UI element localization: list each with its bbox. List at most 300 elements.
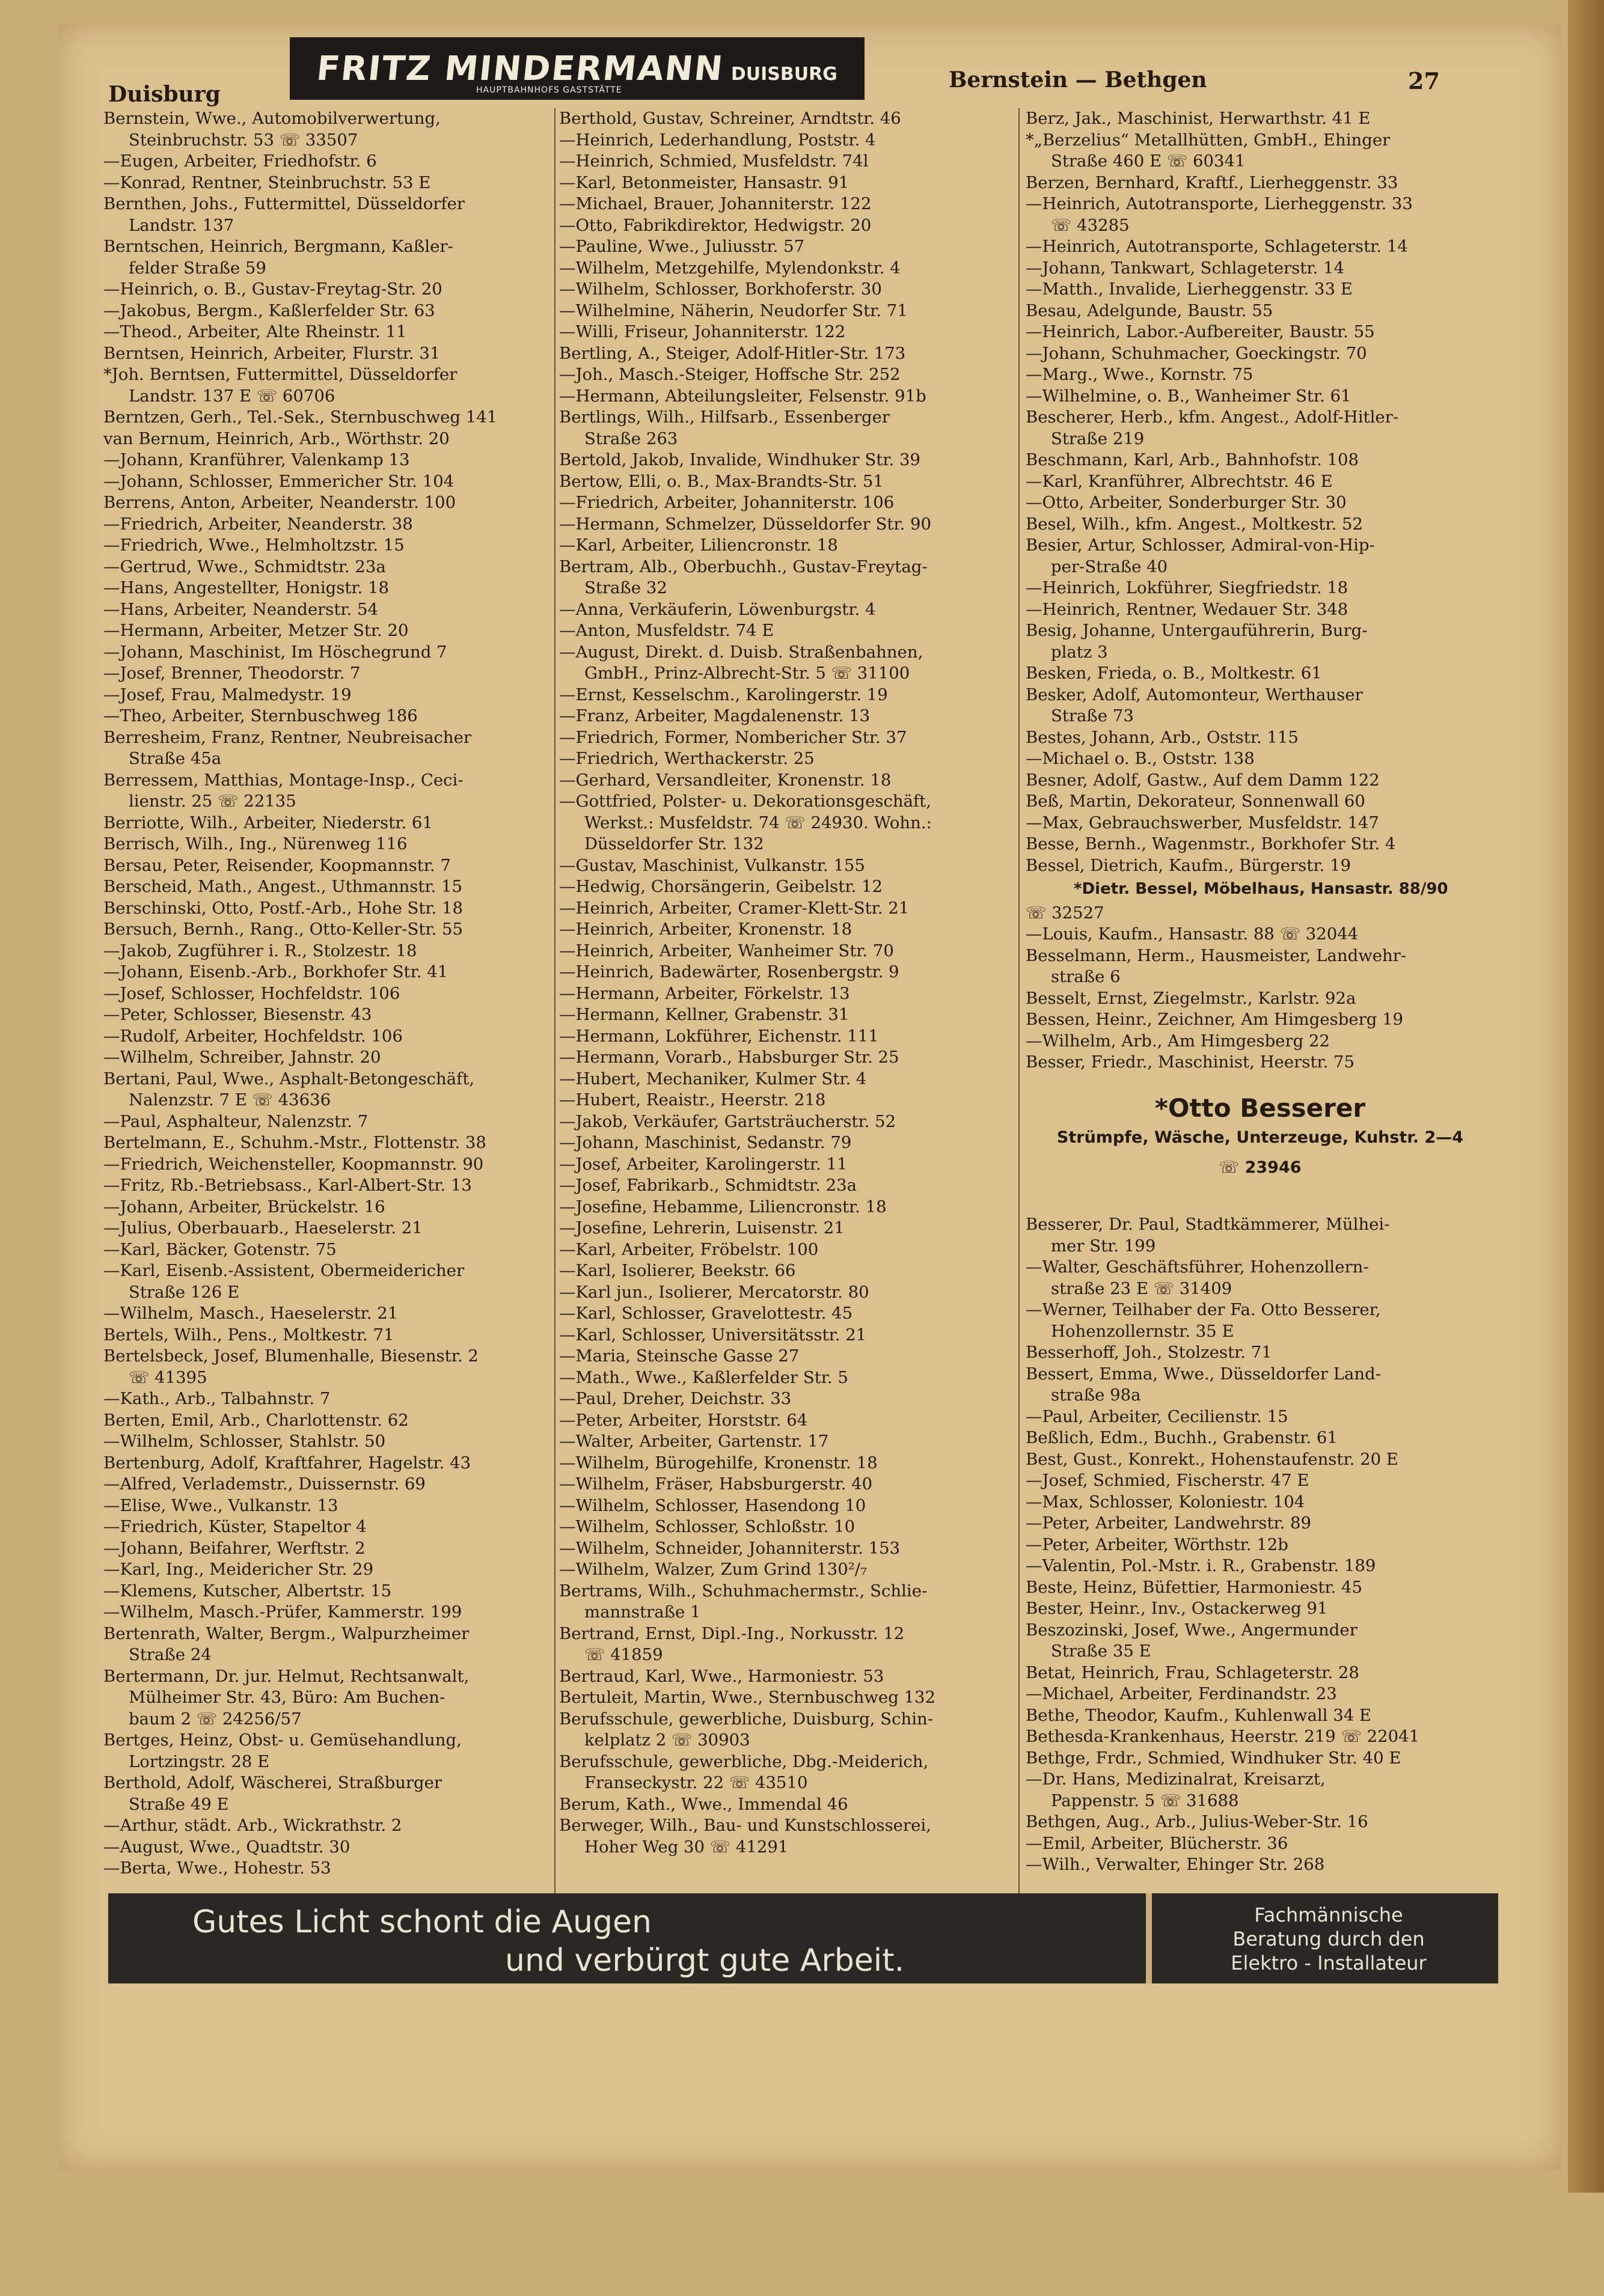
- column-rule: [1018, 108, 1020, 1911]
- entry-line: —Peter, Arbeiter, Landwehrstr. 89: [1026, 1513, 1311, 1533]
- directory-entry: [103, 1303, 553, 1325]
- directory-entry: [1026, 663, 1495, 685]
- entry-line: —Heinrich, Arbeiter, Wanheimer Str. 70: [559, 941, 894, 960]
- directory-entry: [559, 1431, 1016, 1453]
- entry-line: —Maria, Steinsche Gasse 27: [559, 1346, 800, 1366]
- entry-line: Besner, Adolf, Gastw., Auf dem Damm 122: [1026, 770, 1380, 790]
- directory-entry: [559, 557, 1016, 599]
- directory-entry: [103, 514, 553, 536]
- entry-line: Werkst.: Musfeldstr. 74 ☏ 24930. Wohn.:: [584, 813, 932, 832]
- entry-line: Bersuch, Bernh., Rang., Otto-Keller-Str. 55: [103, 920, 463, 939]
- directory-entry: [103, 1111, 553, 1133]
- directory-entry: [103, 471, 553, 493]
- entry-line: —Matth., Invalide, Lierheggenstr. 33 E: [1026, 279, 1353, 299]
- entry-line: Bertels, Wilh., Pens., Moltkestr. 71: [103, 1325, 394, 1345]
- directory-entry: [103, 1516, 553, 1538]
- directory-entry: [103, 279, 553, 301]
- directory-entry: [559, 1687, 1016, 1709]
- directory-entry: [1026, 1513, 1495, 1534]
- entry-line: —Julius, Oberbauarb., Haeselerstr. 21: [103, 1218, 423, 1238]
- entry-line: Bessen, Heinr., Zeichner, Am Himgesberg 19: [1026, 1010, 1404, 1029]
- entry-line: —Wilhelm, Masch., Haeselerstr. 21: [103, 1304, 399, 1323]
- entry-line: Berrisch, Wilh., Ing., Nürenweg 116: [103, 834, 408, 853]
- entry-line: Straße 24: [129, 1645, 212, 1664]
- entry-line: —Valentin, Pol.-Mstr. i. R., Grabenstr. 189: [1026, 1556, 1376, 1575]
- footer-right-line-1: Fachmännische: [1254, 1904, 1403, 1926]
- entry-line: Berufsschule, gewerbliche, Dbg.-Meiderich,: [559, 1751, 929, 1771]
- entry-line: Bester, Heinr., Inv., Ostackerweg 91: [1026, 1599, 1328, 1618]
- directory-entry: [559, 322, 1016, 343]
- entry-line: mer Str. 199: [1051, 1236, 1156, 1256]
- entry-line: —Jakob, Zugführer i. R., Stolzestr. 18: [103, 941, 417, 960]
- entry-line: —Wilhelm, Walzer, Zum Grind 130²/₇: [559, 1560, 868, 1579]
- directory-entry: [103, 407, 553, 429]
- directory-entry: [559, 258, 1016, 279]
- advert-title: *Otto Besserer: [1154, 1093, 1366, 1123]
- directory-entry: [103, 834, 553, 855]
- directory-entry: [1026, 855, 1495, 877]
- entry-line: Bertrams, Wilh., Schuhmachermstr., Schlie-: [559, 1581, 928, 1601]
- entry-line: Besser, Friedr., Maschinist, Heerstr. 75: [1026, 1052, 1355, 1072]
- directory-entry: [1026, 492, 1495, 514]
- directory-entry: [1026, 1364, 1495, 1406]
- entry-line: Bertow, Elli, o. B., Max-Brandts-Str. 51: [559, 471, 884, 491]
- entry-line: —Peter, Arbeiter, Wörthstr. 12b: [1026, 1534, 1288, 1554]
- directory-entry: [559, 706, 1016, 727]
- entry-line: —Paul, Asphalteur, Nalenzstr. 7: [103, 1111, 369, 1131]
- entry-line: Bertelmann, E., Schuhm.-Mstr., Flottenstr. 38: [103, 1133, 486, 1152]
- entry-line: lienstr. 25 ☏ 22135: [129, 792, 296, 811]
- directory-entry: [103, 1346, 553, 1388]
- entry-line: Bethesda-Krankenhaus, Heerstr. 219 ☏ 22041: [1026, 1727, 1420, 1746]
- directory-entry: [1026, 386, 1495, 408]
- entry-line: —Anna, Verkäuferin, Löwenburgstr. 4: [559, 599, 876, 619]
- directory-entry: [559, 748, 1016, 770]
- entry-line: —Josef, Fabrikarb., Schmidtstr. 23a: [559, 1176, 857, 1195]
- entry-line: —Arthur, städt. Arb., Wickrathstr. 2: [103, 1816, 402, 1835]
- directory-entry: [559, 450, 1016, 471]
- directory-entry: [103, 1069, 553, 1111]
- directory-entry: [1026, 322, 1495, 343]
- directory-entry: [1026, 301, 1495, 322]
- entry-line: Berthold, Gustav, Schreiner, Arndtstr. 46: [559, 109, 901, 128]
- directory-entry: [559, 151, 1016, 173]
- directory-entry: [1026, 194, 1495, 236]
- directory-entry: [1026, 1705, 1495, 1727]
- directory-entry: [559, 236, 1016, 258]
- directory-entry: [1026, 599, 1495, 621]
- entry-line: —Wilhelm, Schlosser, Borkhoferstr. 30: [559, 279, 882, 299]
- directory-entry: [1026, 1598, 1495, 1620]
- entry-line: —Gertrud, Wwe., Schmidtstr. 23a: [103, 557, 386, 576]
- entry-line: —August, Direkt. d. Duisb. Straßenbahnen,: [559, 642, 923, 662]
- entry-line: —Friedrich, Arbeiter, Johanniterstr. 106: [559, 493, 895, 512]
- directory-entry: [559, 962, 1016, 983]
- directory-entry: [103, 1538, 553, 1560]
- entry-line: —Wilhelm, Arb., Am Himgesberg 22: [1026, 1031, 1330, 1051]
- directory-entry: [559, 1794, 1016, 1816]
- directory-entry: [559, 1623, 1016, 1666]
- page-edge: [1568, 0, 1604, 2193]
- directory-entry: [559, 1453, 1016, 1474]
- entry-line: —Johann, Tankwart, Schlageterstr. 14: [1026, 258, 1344, 278]
- directory-entry: [1026, 535, 1495, 578]
- directory-entry: [1026, 903, 1495, 924]
- directory-entry: [1026, 1812, 1495, 1833]
- entry-line: —Heinrich, Schmied, Musfeldstr. 74l: [559, 151, 869, 171]
- entry-line: Straße 49 E: [129, 1794, 229, 1814]
- entry-line: —Karl, Ing., Meidericher Str. 29: [103, 1560, 374, 1579]
- directory-entry: [1026, 1556, 1495, 1577]
- banner-subtitle: HAUPTBAHNHOFS GASTSTÄTTE: [476, 85, 622, 95]
- entry-line: —Friedrich, Werthackerstr. 25: [559, 749, 815, 768]
- entry-line: —Karl, Kranführer, Albrechtstr. 46 E: [1026, 471, 1333, 491]
- entry-line: Beste, Heinz, Büfettier, Harmoniestr. 45: [1026, 1577, 1362, 1597]
- entry-line: platz 3: [1051, 642, 1108, 662]
- entry-line: Besel, Wilh., kfm. Angest., Moltkestr. 52: [1026, 514, 1363, 534]
- entry-line: Berscheid, Math., Angest., Uthmannstr. 15: [103, 877, 462, 896]
- entry-line: —August, Wwe., Quadtstr. 30: [103, 1837, 350, 1857]
- directory-entry: [103, 706, 553, 727]
- directory-entry: [1026, 727, 1495, 749]
- entry-line: Bernthen, Johs., Futtermittel, Düsseldorfer: [103, 194, 465, 213]
- directory-entry: [103, 1132, 553, 1154]
- entry-line: —Karl, Eisenb.-Assistent, Obermeidericher: [103, 1261, 465, 1280]
- directory-entry: [559, 791, 1016, 855]
- directory-entry: [559, 1346, 1016, 1367]
- entry-line: —Kath., Arb., Talbahnstr. 7: [103, 1389, 331, 1408]
- directory-entry: [1026, 514, 1495, 536]
- entry-line: —Michael, Arbeiter, Ferdinandstr. 23: [1026, 1684, 1337, 1703]
- entry-line: Berntzen, Gerh., Tel.-Sek., Sternbuschweg 141: [103, 408, 498, 427]
- entry-line: Bertrand, Ernst, Dipl.-Ing., Norkusstr. 12: [559, 1623, 905, 1643]
- entry-line: —Theo, Arbeiter, Sternbuschweg 186: [103, 706, 418, 725]
- directory-entry: [559, 1282, 1016, 1304]
- entry-line: Besker, Adolf, Automonteur, Werthauser: [1026, 685, 1363, 704]
- entry-line: —Johann, Arbeiter, Brückelstr. 16: [103, 1197, 385, 1217]
- directory-entry: [559, 215, 1016, 237]
- directory-entry: [1026, 770, 1495, 792]
- directory-entry: [103, 1772, 553, 1815]
- entry-line: —Emil, Arbeiter, Blücherstr. 36: [1026, 1833, 1288, 1853]
- directory-entry: [559, 194, 1016, 215]
- entry-line: —Heinrich, Autotransporte, Schlageterstr. 14: [1026, 237, 1408, 256]
- entry-line: —Hubert, Reaistr., Heerstr. 218: [559, 1090, 826, 1110]
- entry-line: —Karl, Isolierer, Beekstr. 66: [559, 1261, 796, 1280]
- entry-line: —Berta, Wwe., Hohestr. 53: [103, 1858, 331, 1878]
- entry-line: —Walter, Geschäftsführer, Hohenzollern-: [1026, 1257, 1369, 1277]
- directory-entry: [1026, 1726, 1495, 1748]
- entry-line: Bethgen, Aug., Arb., Julius-Weber-Str. 16: [1026, 1812, 1368, 1831]
- entry-line: —Wilhelm, Schlosser, Stahlstr. 50: [103, 1432, 386, 1451]
- directory-entry: [559, 1538, 1016, 1560]
- directory-entry: [103, 1239, 553, 1261]
- directory-entry: [559, 1069, 1016, 1090]
- entry-line: felder Straße 59: [129, 258, 266, 278]
- entry-line: Bertani, Paul, Wwe., Asphalt-Betongeschäft,: [103, 1069, 475, 1088]
- directory-entry: [1026, 1427, 1495, 1449]
- directory-entry: [559, 727, 1016, 749]
- entry-line: Betat, Heinrich, Frau, Schlageterstr. 28: [1026, 1662, 1359, 1682]
- directory-entry: [559, 1474, 1016, 1495]
- directory-entry: [559, 1132, 1016, 1154]
- entry-line: Nalenzstr. 7 E ☏ 43636: [129, 1090, 331, 1110]
- directory-entry: [1026, 1299, 1495, 1342]
- footer-line-1: Gutes Licht schont die Augen: [192, 1904, 652, 1940]
- directory-entry: [559, 1410, 1016, 1432]
- entry-line: Besse, Bernh., Wagenmstr., Borkhofer Str. 4: [1026, 834, 1396, 853]
- entry-line: —Gustav, Maschinist, Vulkanstr. 155: [559, 855, 865, 875]
- entry-line: *Joh. Berntsen, Futtermittel, Düsseldorfer: [103, 365, 458, 384]
- entry-line: —Karl, Schlosser, Universitätsstr. 21: [559, 1325, 867, 1345]
- entry-line: —Eugen, Arbeiter, Friedhofstr. 6: [103, 151, 377, 171]
- directory-entry: [103, 1197, 553, 1218]
- entry-line: Berntsen, Heinrich, Arbeiter, Flurstr. 31: [103, 343, 441, 363]
- directory-entry: [103, 194, 553, 236]
- page-number: 27: [1408, 67, 1440, 94]
- directory-entry: [103, 599, 553, 621]
- directory-entry: [559, 770, 1016, 792]
- entry-line: —Wilhelmine, Näherin, Neudorfer Str. 71: [559, 301, 908, 320]
- directory-entry: [103, 1026, 553, 1048]
- besserer-advert: [1026, 1093, 1495, 1179]
- directory-entry: [559, 898, 1016, 920]
- banner-city: DUISBURG: [730, 63, 837, 85]
- entry-line: —Hermann, Vorarb., Habsburger Str. 25: [559, 1048, 899, 1067]
- directory-entry: [1026, 407, 1495, 450]
- directory-entry: [1026, 1854, 1495, 1876]
- entry-line: *„Berzelius“ Metallhütten, GmbH., Ehinger: [1026, 130, 1391, 150]
- entry-line: Berschinski, Otto, Postf.-Arb., Hohe Str. 18: [103, 898, 464, 918]
- directory-entry: [1026, 1492, 1495, 1513]
- directory-entry: [103, 301, 553, 322]
- entry-line: Lortzingstr. 28 E: [129, 1751, 270, 1771]
- entry-line: Besselmann, Herm., Hausmeister, Landwehr-: [1026, 945, 1407, 965]
- entry-line: Bertuleit, Martin, Wwe., Sternbuschweg 132: [559, 1688, 936, 1707]
- entry-line: —Hubert, Mechaniker, Kulmer Str. 4: [559, 1069, 867, 1088]
- entry-line: —Friedrich, Küster, Stapeltor 4: [103, 1517, 367, 1536]
- directory-entry: [1026, 173, 1495, 194]
- directory-entry: [559, 855, 1016, 877]
- directory-entry: [103, 898, 553, 920]
- entry-line: per-Straße 40: [1051, 557, 1168, 576]
- entry-line: —Hans, Angestellter, Honigstr. 18: [103, 578, 390, 597]
- entry-line: baum 2 ☏ 24256/57: [129, 1709, 302, 1729]
- entry-line: —Gerhard, Versandleiter, Kronenstr. 18: [559, 770, 892, 790]
- entry-line: Berz, Jak., Maschinist, Herwarthstr. 41 E: [1026, 109, 1371, 128]
- banner-name: FRITZ MINDERMANN: [314, 49, 726, 88]
- entry-line: Beßlich, Edm., Buchh., Grabenstr. 61: [1026, 1428, 1338, 1447]
- entry-line: —Wilhelm, Schneider, Johanniterstr. 153: [559, 1538, 901, 1558]
- entry-line: Landstr. 137: [129, 215, 234, 235]
- column-rule: [554, 108, 556, 1911]
- entry-line: Landstr. 137 E ☏ 60706: [129, 386, 335, 406]
- entry-line: —Josef, Schlosser, Hochfeldstr. 106: [103, 983, 400, 1003]
- entry-line: Bertling, A., Steiger, Adolf-Hitler-Str. 173: [559, 343, 906, 363]
- directory-entry: [103, 1474, 553, 1495]
- directory-entry: [1026, 1748, 1495, 1769]
- entry-line: —Johann, Maschinist, Sedanstr. 79: [559, 1133, 852, 1152]
- entry-line: —Anton, Musfeldstr. 74 E: [559, 621, 774, 640]
- entry-line: —Louis, Kaufm., Hansastr. 88 ☏ 32044: [1026, 924, 1359, 944]
- entry-line: GmbH., Prinz-Albrecht-Str. 5 ☏ 31100: [584, 664, 910, 683]
- directory-entry: [103, 813, 553, 834]
- entry-line: Berrens, Anton, Arbeiter, Neanderstr. 100: [103, 493, 456, 512]
- entry-line: Bethge, Frdr., Schmied, Windhuker Str. 40 E: [1026, 1748, 1401, 1768]
- directory-entry: [1026, 578, 1495, 599]
- entry-line: Bestes, Johann, Arb., Oststr. 115: [1026, 727, 1299, 747]
- directory-entry: [103, 1047, 553, 1069]
- entry-line: Berntschen, Heinrich, Bergmann, Kaßler-: [103, 237, 453, 256]
- entry-line: —Alfred, Verlademstr., Duissernstr. 69: [103, 1474, 426, 1494]
- directory-entry: [103, 1004, 553, 1026]
- directory-entry: [1026, 1449, 1495, 1471]
- entry-line: —Wilh., Verwalter, Ehinger Str. 268: [1026, 1855, 1325, 1874]
- footer-right-line-2: Beratung durch den: [1232, 1928, 1425, 1950]
- header-banner: [290, 37, 865, 100]
- directory-entry: [559, 386, 1016, 408]
- entry-line: Berweger, Wilh., Bau- und Kunstschlosserei,: [559, 1816, 931, 1835]
- directory-entry: [559, 1111, 1016, 1133]
- entry-line: —Karl jun., Isolierer, Mercatorstr. 80: [559, 1282, 869, 1302]
- entry-line: —Heinrich, Arbeiter, Cramer-Klett-Str. 21: [559, 898, 910, 918]
- directory-entry: [1026, 130, 1495, 173]
- directory-entry: [103, 557, 553, 578]
- entry-line: —Hans, Arbeiter, Neanderstr. 54: [103, 599, 379, 619]
- entry-line: ☏ 41859: [584, 1645, 663, 1664]
- entry-line: —Hermann, Kellner, Grabenstr. 31: [559, 1005, 849, 1024]
- directory-entry: [103, 1837, 553, 1858]
- entry-line: Besau, Adelgunde, Baustr. 55: [1026, 301, 1273, 320]
- directory-entry: [559, 1325, 1016, 1346]
- directory-entry: [1026, 258, 1495, 279]
- directory-entry: [559, 535, 1016, 557]
- entry-line: Bertold, Jakob, Invalide, Windhuker Str. 39: [559, 450, 920, 469]
- directory-entry: [103, 578, 553, 599]
- entry-line: —Friedrich, Wwe., Helmholtzstr. 15: [103, 536, 405, 555]
- entry-line: Berufsschule, gewerbliche, Duisburg, Schin-: [559, 1709, 933, 1729]
- entry-line: Besier, Artur, Schlosser, Admiral-von-Hip-: [1026, 536, 1375, 555]
- entry-line: —Michael, Brauer, Johanniterstr. 122: [559, 194, 872, 213]
- directory-entry: [103, 1431, 553, 1453]
- entry-line: —Heinrich, Lokführer, Siegfriedstr. 18: [1026, 578, 1348, 597]
- entry-line: —Josef, Arbeiter, Karolingerstr. 11: [559, 1154, 848, 1174]
- directory-entry: [1026, 1577, 1495, 1599]
- directory-entry: [1026, 1257, 1495, 1299]
- directory-entry: [559, 983, 1016, 1005]
- entry-line: —Josefine, Hebamme, Liliencronstr. 18: [559, 1197, 887, 1217]
- directory-entry: [559, 1367, 1016, 1389]
- directory-entry: [1026, 1052, 1495, 1073]
- directory-entry: [1026, 471, 1495, 493]
- directory-entry: [1026, 236, 1495, 258]
- entry-line: —Joh., Masch.-Steiger, Hoffsche Str. 252: [559, 365, 901, 384]
- entry-line: —Pauline, Wwe., Juliusstr. 57: [559, 237, 805, 256]
- directory-entry: [103, 1154, 553, 1176]
- directory-entry: [1026, 924, 1495, 945]
- entry-line: —Franz, Arbeiter, Magdalenenstr. 13: [559, 706, 871, 725]
- entry-line: —Johann, Schuhmacher, Goeckingstr. 70: [1026, 343, 1367, 363]
- entry-line: —Walter, Arbeiter, Gartenstr. 17: [559, 1432, 829, 1451]
- entry-line: —Elise, Wwe., Vulkanstr. 13: [103, 1495, 338, 1515]
- entry-line: Beszozinski, Josef, Wwe., Angermunder: [1026, 1620, 1358, 1640]
- directory-entry: [559, 599, 1016, 621]
- directory-entry: [103, 919, 553, 941]
- directory-entry: [559, 1388, 1016, 1410]
- entry-line: —Max, Gebrauchswerber, Musfeldstr. 147: [1026, 813, 1379, 832]
- directory-entry: [103, 1666, 553, 1730]
- directory-entry: [103, 535, 553, 557]
- directory-entry: [559, 514, 1016, 536]
- directory-entry: [1026, 791, 1495, 813]
- entry-line: —Josefine, Lehrerin, Luisenstr. 21: [559, 1218, 845, 1238]
- directory-entry: [103, 108, 553, 151]
- entry-line: —Ernst, Kesselschm., Karolingerstr. 19: [559, 685, 888, 704]
- entry-line: Straße 219: [1051, 429, 1145, 448]
- entry-line: Straße 263: [584, 429, 678, 448]
- entry-line: —Karl, Schlosser, Gravelottestr. 45: [559, 1304, 853, 1323]
- entry-line: —Fritz, Rb.-Betriebsass., Karl-Albert-Str. 13: [103, 1176, 472, 1195]
- directory-entry: [559, 492, 1016, 514]
- entry-line: Besserer, Dr. Paul, Stadtkämmerer, Mülhei-: [1026, 1215, 1390, 1234]
- directory-entry: [103, 685, 553, 706]
- entry-line: Hohenzollernstr. 35 E: [1051, 1321, 1234, 1341]
- entry-line: Bessel, Dietrich, Kaufm., Bürgerstr. 19: [1026, 855, 1351, 875]
- directory-entry: [559, 343, 1016, 365]
- directory-entry: [1026, 748, 1495, 770]
- directory-entry: [1026, 1769, 1495, 1812]
- directory-entry: [559, 642, 1016, 685]
- header-range: Bernstein — Bethgen: [949, 67, 1207, 93]
- entry-line: Straße 45a: [129, 749, 222, 768]
- directory-entry: [1026, 1833, 1495, 1855]
- directory-entry: [559, 1090, 1016, 1111]
- entry-line: —Gottfried, Polster- u. Dekorationsgeschäft,: [559, 792, 931, 811]
- directory-entry: [103, 1623, 553, 1666]
- directory-entry: [559, 1047, 1016, 1069]
- entry-line: Berriotte, Wilh., Arbeiter, Niederstr. 61: [103, 813, 433, 832]
- entry-line: Bertram, Alb., Oberbuchh., Gustav-Freytag-: [559, 557, 928, 576]
- directory-entry: [1026, 108, 1495, 130]
- entry-line: Bertlings, Wilh., Hilfsarb., Essenberger: [559, 408, 890, 427]
- directory-entry: [559, 876, 1016, 898]
- directory-entry: [103, 322, 553, 343]
- entry-line: —Werner, Teilhaber der Fa. Otto Besserer,: [1026, 1300, 1381, 1319]
- directory-entry: [103, 642, 553, 664]
- entry-line: Berthold, Adolf, Wäscherei, Straßburger: [103, 1773, 442, 1792]
- directory-entry: [559, 1559, 1016, 1581]
- entry-line: —Paul, Dreher, Deichstr. 33: [559, 1389, 792, 1408]
- entry-line: —Heinrich, Autotransporte, Lierheggenstr. 33: [1026, 194, 1413, 213]
- entry-line: —Wilhelm, Schreiber, Jahnstr. 20: [103, 1048, 381, 1067]
- directory-entry: [559, 1709, 1016, 1751]
- entry-line: ☏ 32527: [1026, 903, 1104, 923]
- directory-entry: [559, 301, 1016, 322]
- entry-line: Mülheimer Str. 43, Büro: Am Buchen-: [129, 1688, 445, 1707]
- entry-line: —Wilhelm, Schlosser, Schloßstr. 10: [559, 1517, 856, 1536]
- directory-entry: [559, 1239, 1016, 1261]
- entry-line: Franseckystr. 22 ☏ 43510: [584, 1773, 808, 1792]
- directory-entry: [1026, 1620, 1495, 1662]
- entry-line: —Heinrich, o. B., Gustav-Freytag-Str. 20: [103, 279, 442, 299]
- directory-entry: [103, 236, 553, 279]
- directory-entry: [103, 876, 553, 898]
- entry-line: Berum, Kath., Wwe., Immendal 46: [559, 1794, 848, 1814]
- entry-line: mannstraße 1: [584, 1602, 701, 1622]
- entry-line: —Wilhelmine, o. B., Wanheimer Str. 61: [1026, 386, 1351, 406]
- entry-line: —Jakobus, Bergm., Kaßlerfelder Str. 63: [103, 301, 435, 320]
- entry-line: Bertenburg, Adolf, Kraftfahrer, Hagelstr. 43: [103, 1453, 471, 1473]
